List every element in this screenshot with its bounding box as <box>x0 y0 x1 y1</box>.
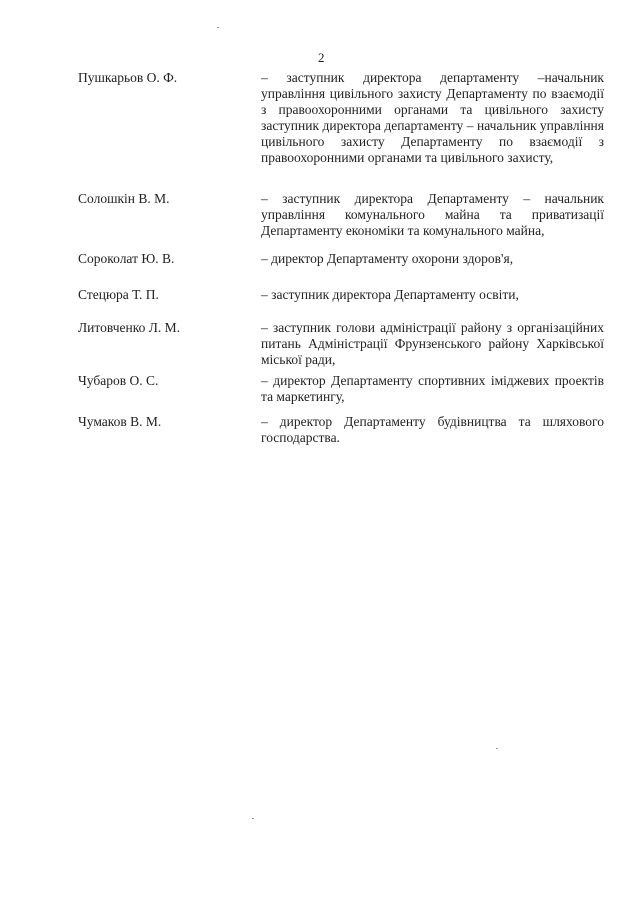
entry-name: Чубаров О. С. <box>78 373 159 388</box>
entry-name: Солошкін В. М. <box>78 191 170 206</box>
entry-description: – заступник директора Департаменту – начальник управління комунального майна та приватизації Департаменту економіки та комунального майна, <box>261 191 604 238</box>
scan-speck <box>496 748 498 749</box>
entry-name: Пушкарьов О. Ф. <box>78 70 178 85</box>
entry-description: – заступник директора департаменту –начальник управління цивільного захисту Департаменту по взаємодії з правоохоронними органами та цивільного захисту заступник директора департаменту – начальник управління цивільного захисту Департаменту по взаємодії з правоохоронними органами та цивільного захисту, <box>261 70 604 165</box>
scan-speck <box>217 27 219 28</box>
entry-name: Чумаков В. М. <box>78 414 162 429</box>
scan-speck <box>252 818 254 819</box>
entry-description: – заступник голови адміністрації району з організаційних питань Адміністрації Фрунзенського району Харківської міської ради, <box>261 320 604 367</box>
entry-description: – директор Департаменту спортивних іміджевих проектів та маркетингу, <box>261 373 604 404</box>
entry-description: – директор Департаменту охорони здоров'я, <box>261 251 514 266</box>
entry-name: Сороколат Ю. В. <box>78 251 175 266</box>
entry-description: – заступник директора Департаменту освіти, <box>261 287 519 302</box>
entry-name: Стецюра Т. П. <box>78 287 159 302</box>
entry-description: – директор Департаменту будівництва та шляхового господарства. <box>261 414 604 445</box>
entry-name: Литовченко Л. М. <box>78 320 181 335</box>
page-number: 2 <box>318 50 325 65</box>
